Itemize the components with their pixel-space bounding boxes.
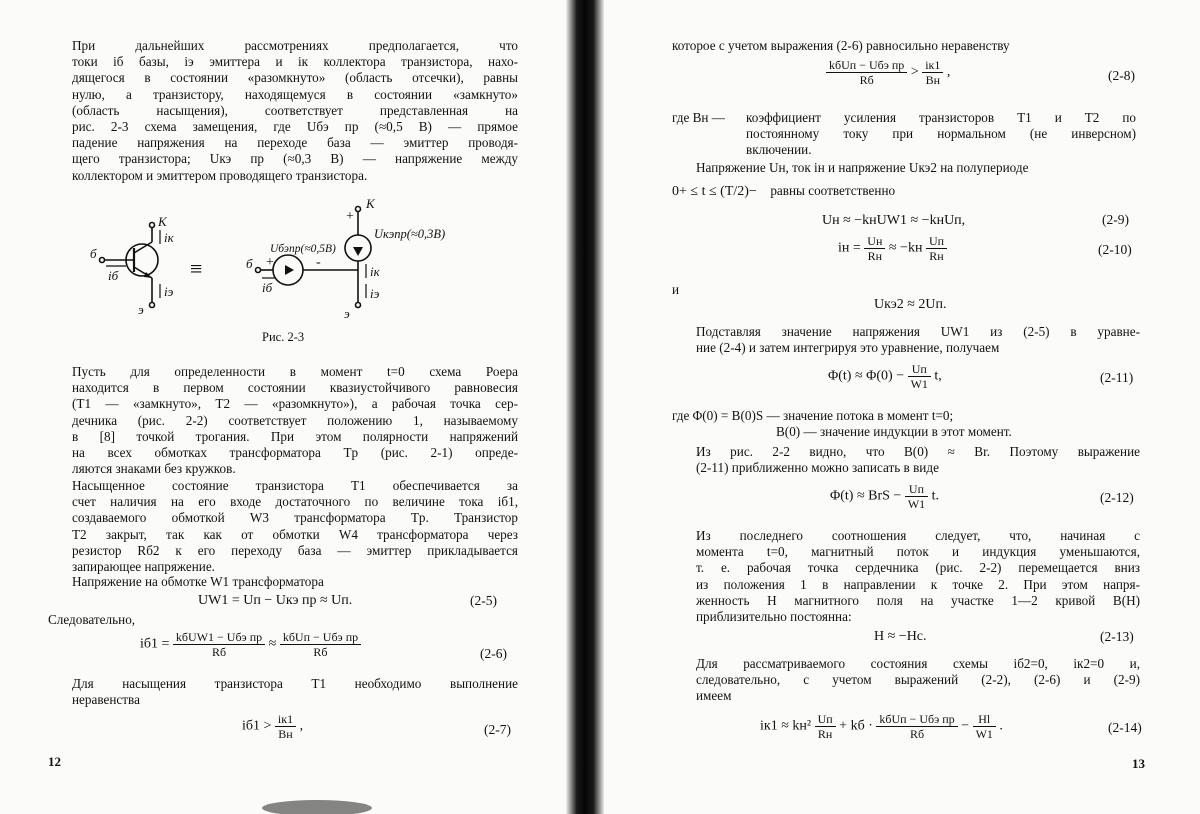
text-line: T2 закрыт, так как от обмотки W4 трансформатора через [72,526,518,542]
text-line: т. е. рабочая точка сердечника (рис. 2-2) перемещается вниз [696,560,1140,576]
equation-number-2-14: (2-14) [1108,720,1142,735]
text-line: приблизительно постоянна: [696,609,852,625]
text-line: в [8] точкой трогания. При этом полярности напряжений [72,428,518,444]
eq-2-14-fraction-1 [815,712,836,741]
equation-number-2-8: (2-8) [1108,68,1135,83]
fraction-numerator: Uп [905,482,928,497]
label-e1: э [138,302,144,317]
page-number-right: 13 [1132,756,1145,771]
equation-number-2-9: (2-9) [1102,212,1129,227]
paragraph-intro [48,38,518,184]
fraction-numerator: Uп [926,234,947,249]
fraction-numerator: kбUп − Uбэ пр [280,630,361,645]
fraction-numerator: iк1 [922,58,943,73]
book-spine-shadow [566,0,604,814]
where-bn-label: где Bн — [672,110,725,125]
eq-2-6-fraction-2 [280,630,361,659]
equation-number-2-7: (2-7) [484,722,511,737]
figure-2-3-schematic [90,190,490,320]
eq-2-8-fraction-1 [826,58,907,87]
label-ube: Uбэпр(≈0,5В) [270,243,336,255]
text-line: из положения 1 в направлении к точке 2. При этом напря- [696,576,1140,592]
fraction-denominator: Rн [929,249,944,263]
equation-2-6 [140,630,361,659]
equation-2-11 [828,362,942,391]
text-line: Из последнего соотношения следует, что, начиная с [696,528,1140,543]
eq-2-10-mid: ≈ −kн [888,240,923,256]
text-line: (область насыщения), соответствует представленная на [72,102,518,118]
text-line: коэффициент усиления транзисторов T1 и T2 по [746,110,1136,125]
label-e2: э [344,306,350,320]
eq-2-8-fraction-2 [922,58,943,87]
fraction-denominator: Rб [859,73,874,87]
eq-2-8-tail: , [946,64,951,80]
text-line: Пусть для определенности в момент t=0 схема Роера [72,364,518,379]
fraction-denominator: W1 [975,727,993,741]
fraction-numerator: kбUп − Uбэ пр [876,712,957,727]
eq-2-7-fraction [275,712,296,741]
where-bn-text [746,110,1136,159]
equation-2-8 [826,58,950,87]
label-b2: б [246,256,253,271]
paragraph-half-period: Напряжение Uн, ток iн и напряжение Uкэ2 на полупериоде [696,160,1029,175]
text-line: постоянному току при нормальном (не инверсном) [746,126,1136,142]
fraction-denominator: Rб [313,645,328,659]
right-page [604,0,1200,814]
paragraph-need [48,676,518,708]
label-ie1: iэ [164,284,174,299]
label-ik2: iк [370,264,380,279]
text-line: неравенства [72,692,140,708]
text-line: счет наличия на его входе достаточного по величине тока iб1, [72,494,518,510]
text-line: дечника (рис. 2-2) соответствует положению 1, называемому [72,412,518,428]
equation-2-9: Uн ≈ −kнUW1 ≈ −kнUп, [822,213,966,228]
paragraph-state [48,364,518,477]
text-line: следовательно, с учетом выражений (2-2), (2-6) и (2-9) [696,672,1140,688]
label-ie2: iэ [370,286,380,301]
paragraph-voltage: Напряжение на обмотке W1 трансформатора [72,574,324,589]
paragraph-state-2 [672,656,1140,705]
equation-uke2: Uкэ2 ≈ 2Uп. [874,297,947,312]
label-ib2: iб [262,280,273,295]
interval-expression [672,182,895,201]
fraction-numerator: Uн [864,234,885,249]
fraction-denominator: W1 [910,377,928,391]
eq-2-7-tail: , [299,718,304,734]
text-line: Для насыщения транзистора T1 необходимо выполнение [72,676,518,691]
line-top: которое с учетом выражения (2-6) равносильно неравенству [672,38,1010,53]
text-line: (T1 — «замкнуто», T2 — «разомкнуто»), а рабочая точка сер- [72,396,518,412]
text-line: Подставляя значение напряжения UW1 из (2-5) в уравне- [696,324,1140,339]
eq-2-12-fraction [905,482,928,511]
fraction-denominator: Rн [867,249,883,263]
fraction-numerator: Uп [815,712,836,727]
eq-2-14-minus: − [961,718,970,734]
equation-number-2-6: (2-6) [480,646,507,661]
text-line: нулю, а транзистору, находящемуся в состоянии «замкнуто» [72,86,518,102]
text-line: момента t=0, магнитный поток и индукция уменьшаются, [696,544,1140,560]
eq-2-14-fraction-2 [876,712,957,741]
text-line: создаваемого обмоткой W3 трансформатора Tp. Транзистор [72,510,518,526]
eq-2-7-lhs: iб1 > [242,718,272,734]
text-line: Из рис. 2-2 видно, что B(0) ≈ Br. Поэтому выражение [696,444,1140,459]
eq-2-14-tail: . [999,718,1003,734]
label-b1: б [90,246,97,261]
equation-2-10 [838,234,947,263]
fraction-numerator: Hl [973,712,996,727]
fraction-numerator: iк1 [275,712,296,727]
left-page [0,0,566,814]
page-number-left: 12 [48,754,61,769]
collector-terminal-2 [356,207,361,212]
text-line: щего транзистора; Uкэ пр (≈0,3 В) — напряжение между [72,151,518,167]
interval-tail: равны соответственно [770,183,896,198]
equation-2-14 [760,712,1003,741]
equivalence-sign: ≡ [190,256,203,281]
text-line: токи iб базы, iэ эмиттера и iк коллектора транзистора, нахо- [72,54,518,70]
text-line: имеем [696,688,732,704]
base-terminal-2 [256,268,261,273]
equation-2-13: H ≈ −Hc. [874,629,927,644]
paragraph-fig22 [672,444,1140,476]
interval: 0+ ≤ t ≤ (T/2)− [672,184,757,199]
fraction-denominator: W1 [907,497,926,511]
equation-2-7 [242,712,303,741]
label-ib1: iб [108,268,119,283]
text-line: включении. [746,142,812,158]
word-and: и [672,282,680,297]
fraction-denominator: Rн [817,727,833,741]
equation-2-5: UW1 = Uп − Uкэ пр ≈ Uп. [198,593,353,608]
text-line: женность H магнитного поля на участке 1—2 кривой B(H) [696,592,1140,608]
text-line: ляются знаками без кружков. [72,461,236,477]
text-line: находится в первом состоянии квазиустойчивого равновесия [72,380,518,396]
eq-2-11-tail: t, [934,368,942,384]
word-therefore: Следовательно, [48,612,136,627]
figure-caption: Рис. 2-3 [262,330,305,344]
eq-2-14-plus: + kб · [839,718,873,734]
eq-2-14-lhs: iк1 ≈ kн² [760,718,812,734]
scan-smudge [262,800,372,814]
fraction-denominator: Rб [909,727,925,741]
paragraph-substitute [672,324,1140,356]
where-b0: B(0) — значение индукции в этот момент. [776,424,1012,439]
eq-2-12-tail: t. [931,488,940,504]
equation-number-2-10: (2-10) [1098,242,1132,257]
eq-2-6-fraction-1 [173,630,265,659]
eq-2-11-lhs: Φ(t) ≈ Φ(0) − [828,368,905,384]
collector-terminal [150,223,155,228]
label-k2: К [366,196,375,211]
base-terminal [100,258,105,263]
text-line: ние (2-4) и затем интегрируя это уравнение, получаем [696,340,1000,356]
emitter-terminal [150,303,155,308]
text-line: дящегося в состоянии «разомкнуто» (область отсечки), равны [72,70,518,86]
equation-number-2-5: (2-5) [470,593,497,608]
text-line: резистор Rб2 к его переходу база — эмиттер прикладывается [72,542,518,558]
ube-arrow [285,265,294,275]
eq-2-6-approx: ≈ [268,636,277,652]
text-line: (2-11) приближенно можно записать в виде [696,460,939,476]
text-line: коллектором и эмиттером проводящего транзистора. [72,167,368,183]
eq-2-8-gt: > [910,64,919,80]
paragraph-last [672,528,1140,625]
eq-2-11-fraction [908,362,931,391]
label-plus2: + [346,209,354,224]
equation-number-2-12: (2-12) [1100,490,1134,505]
eq-2-6-lhs: iб1 = [140,636,170,652]
fraction-denominator: Rб [211,645,227,659]
eq-2-12-lhs: Φ(t) ≈ BrS − [830,488,902,504]
text-line: Для рассматриваемого состояния схемы iб2=0, iк2=0 и, [696,656,1140,671]
label-plus1: + [266,255,274,270]
label-minus1: - [316,255,321,270]
fraction-denominator: Bн [925,73,941,87]
text-line: Насыщенное состояние транзистора T1 обеспечивается за [72,478,518,493]
text-line: рис. 2-3 схема замещения, где Uбэ пр (≈0,5 В) — прямое [72,119,518,135]
fraction-numerator: kбUW1 − Uбэ пр [173,630,265,645]
text-line: на всех обмотках трансформатора Tp (рис. 2-1) опреде- [72,445,518,461]
label-uke: Uкэпр(≈0,3В) [374,227,446,241]
fraction-denominator: Bн [278,727,293,741]
equation-number-2-13: (2-13) [1100,629,1134,644]
fraction-numerator: kбUп − Uбэ пр [826,58,907,73]
where-phi: где Φ(0) = B(0)S — значение потока в момент t=0; [672,408,954,423]
paragraph-saturated [48,478,518,575]
eq-2-10-lhs: iн = [838,240,861,256]
eq-2-14-fraction-3 [973,712,996,741]
text-line: При дальнейших рассмотрениях предполагается, что [72,38,518,53]
equation-number-2-11: (2-11) [1100,370,1134,385]
fraction-numerator: Uп [908,362,931,377]
emitter-terminal-2 [356,303,361,308]
label-ik1: iк [164,230,174,245]
text-line: падение напряжения на переходе база — эмиттер проводя- [72,135,518,151]
uke-arrow [353,247,363,256]
label-k1: К [158,214,167,229]
text-line: запирающее напряжение. [72,559,215,575]
eq-2-10-fraction-2 [926,234,947,263]
equation-2-12 [830,482,939,511]
eq-2-10-fraction-1 [864,234,885,263]
